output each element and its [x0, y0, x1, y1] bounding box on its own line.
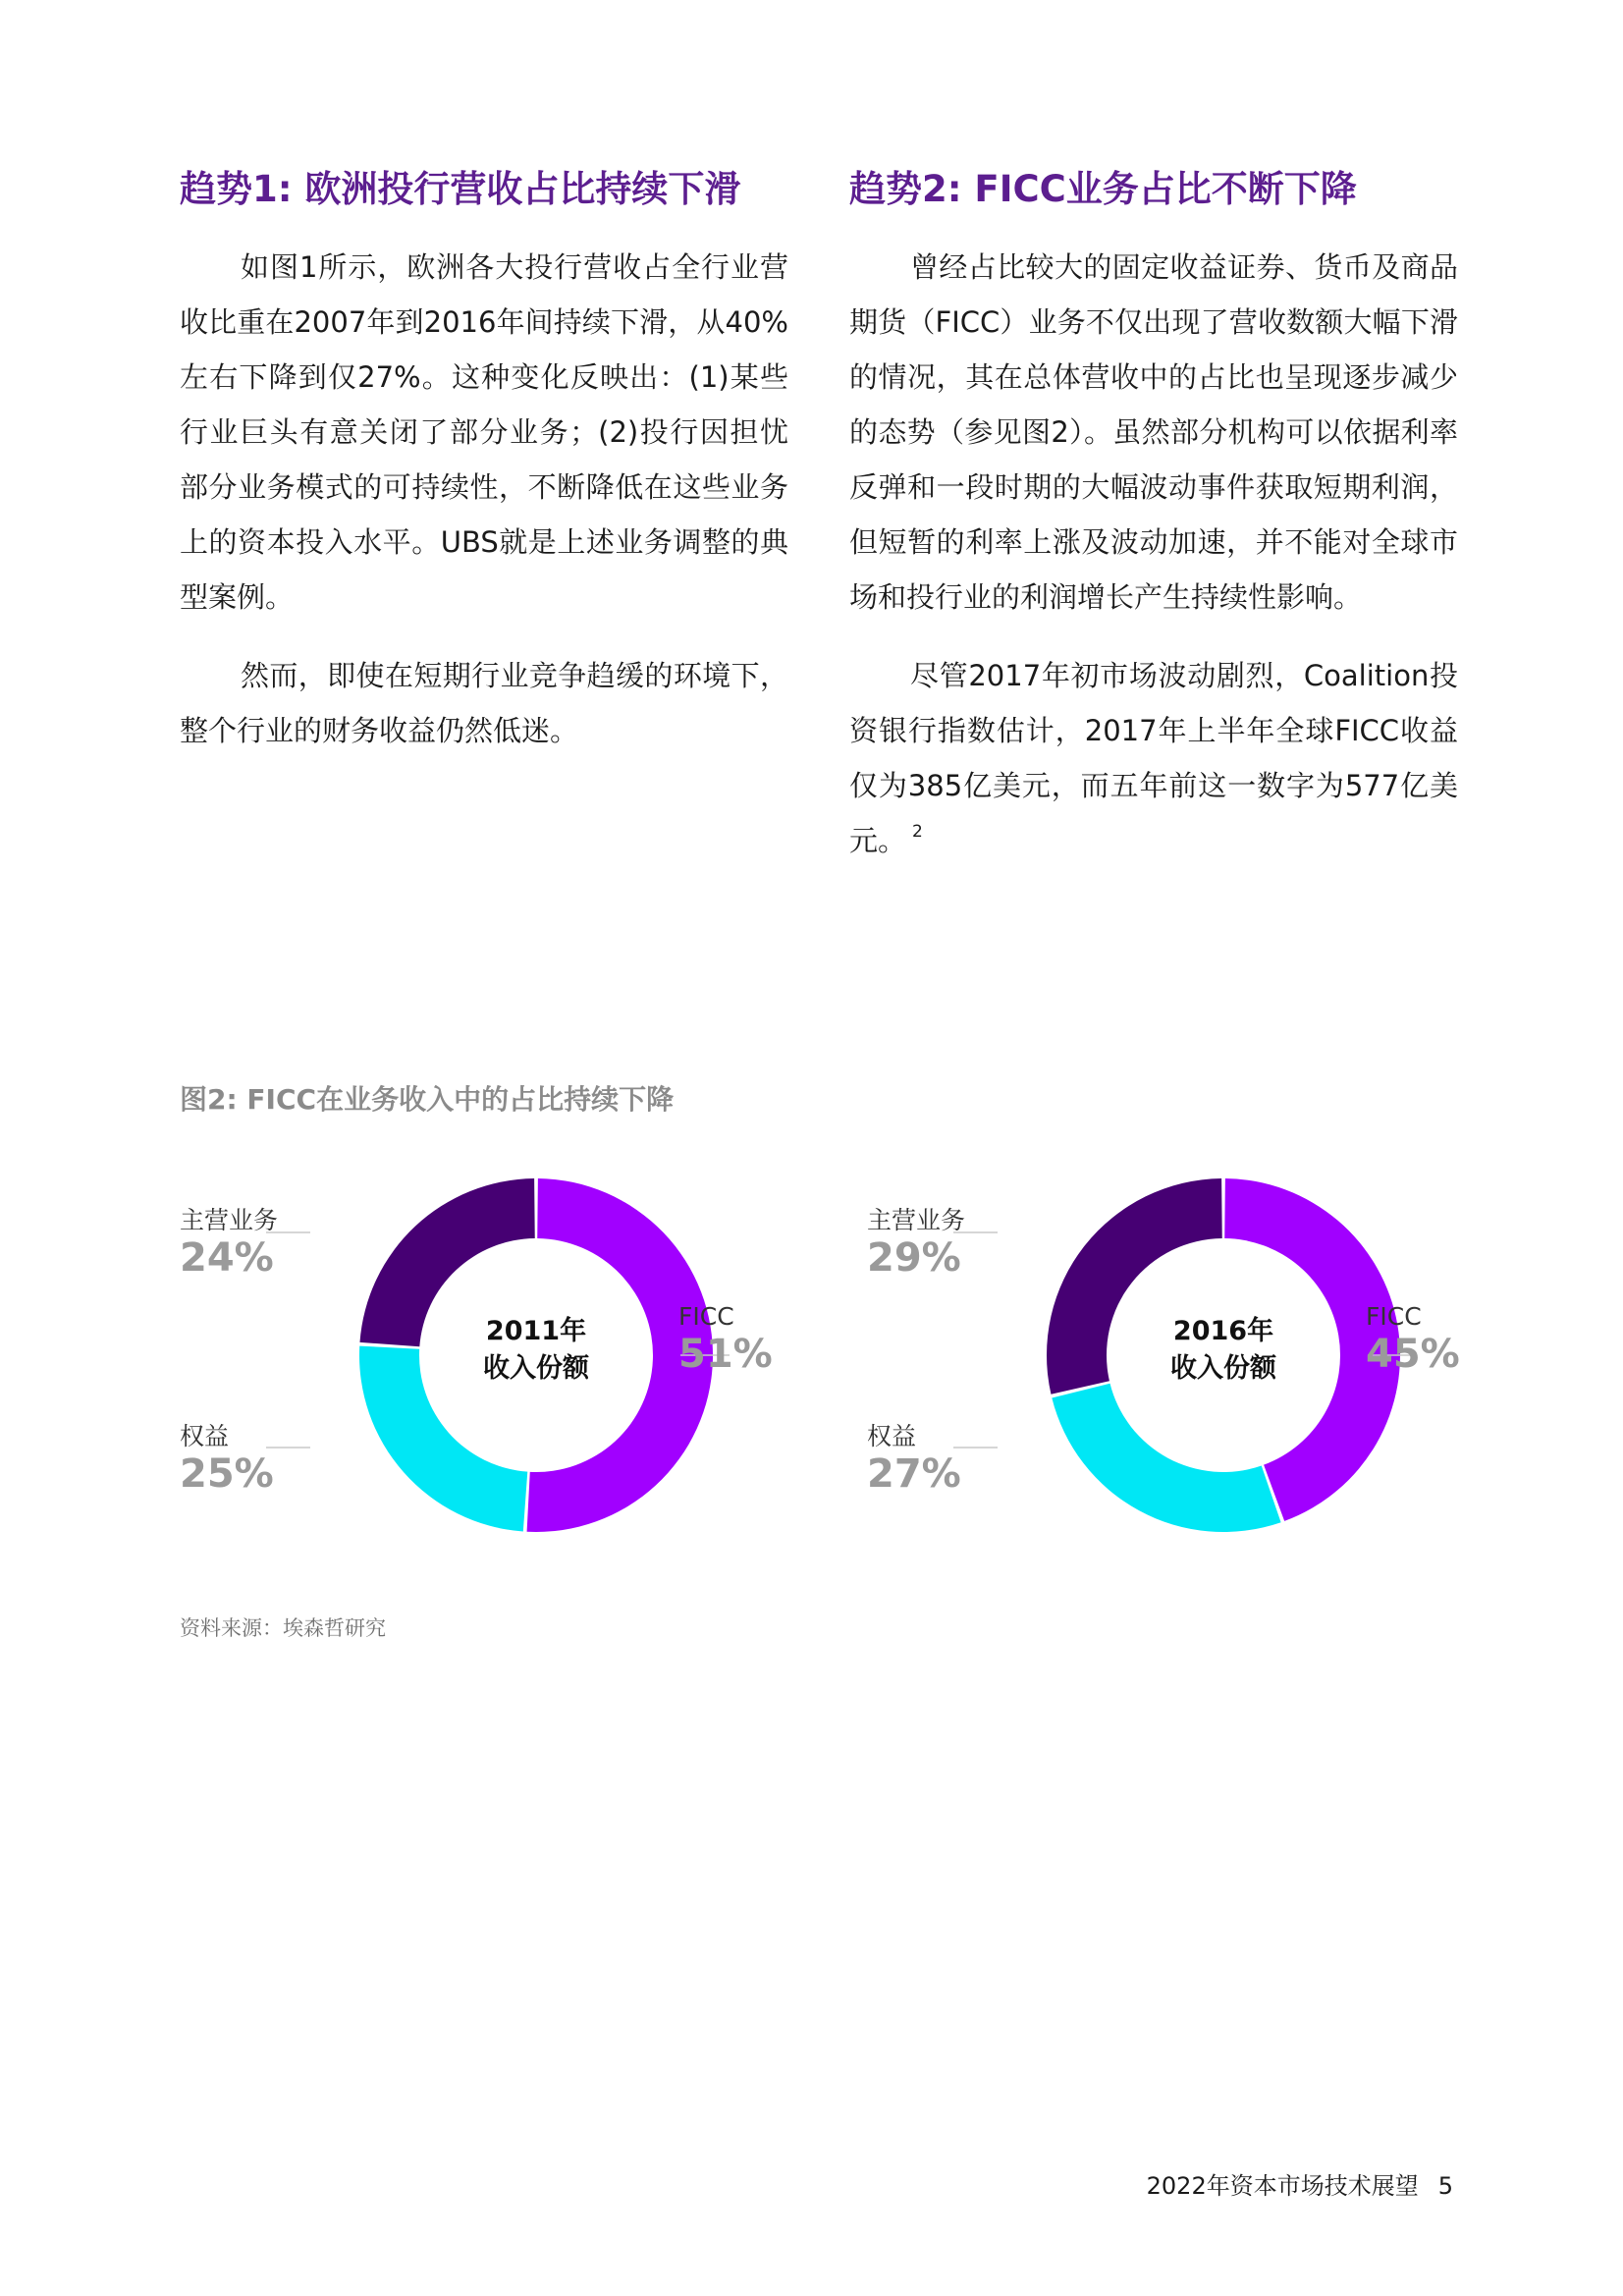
label-ficc-2011	[678, 1302, 773, 1377]
footnote-marker[interactable]: 2	[912, 822, 923, 842]
donut-chart-2011	[180, 1159, 828, 1552]
figure-source: 资料来源：埃森哲研究	[180, 1616, 386, 1640]
center-label-caption: 收入份额	[1170, 1353, 1276, 1384]
right-column	[849, 165, 1458, 892]
trend2-paragraph-2	[849, 648, 1458, 868]
page-number: 5	[1437, 2172, 1453, 2200]
trend2-heading: 趋势2: FICC业务占比不断下降	[849, 168, 1357, 210]
slice-name: 权益	[867, 1422, 917, 1450]
label-main-business-2011	[180, 1206, 278, 1281]
left-column	[180, 165, 788, 782]
trend2-paragraph-1: 曾经占比较大的固定收益证券、货币及商品期货（FICC）业务不仅出现了营收数额大幅下滑的情况，其在总体营收中的占比也呈现逐步减少的态势（参见图2）。虽然部分机构可以依据利率反弹和一段时期的大幅波动事件获取短期利润，但短暂的利率上涨及波动加速，并不能对全球市场和投行业的利润增长产生持续性影响。	[849, 250, 1458, 614]
donut-chart-2016	[867, 1159, 1515, 1552]
trend1-paragraph-2: 然而，即使在短期行业竞争趋缓的环境下，整个行业的财务收益仍然低迷。	[180, 659, 788, 747]
slice-name: FICC	[678, 1302, 734, 1331]
slice-percent: 29%	[867, 1235, 961, 1281]
label-ficc-2016	[1366, 1302, 1460, 1377]
slice-percent: 45%	[1366, 1332, 1460, 1377]
center-label-year: 2011年	[485, 1316, 587, 1346]
center-label-year: 2016年	[1172, 1316, 1274, 1346]
slice-percent: 27%	[867, 1451, 961, 1497]
center-label-caption: 收入份额	[483, 1353, 589, 1384]
slice-name: 主营业务	[867, 1206, 966, 1234]
slice-name: 主营业务	[180, 1206, 279, 1234]
footer-title: 2022年资本市场技术展望	[1146, 2172, 1419, 2200]
center-label-2016	[1145, 1313, 1302, 1388]
trend1-heading: 趋势1: 欧洲投行营收占比持续下滑	[180, 168, 741, 210]
slice-name: 权益	[180, 1422, 230, 1450]
center-label-2011	[458, 1313, 615, 1388]
slice-percent: 51%	[678, 1332, 773, 1377]
trend1-paragraph-1: 如图1所示，欧洲各大投行营收占全行业营收比重在2007年到2016年间持续下滑，从40%左右下降到仅27%。这种变化反映出：(1)某些行业巨头有意关闭了部分业务；(2)投行因担忧部分业务模式的可持续性，不断降低在这些业务上的资本投入水平。UBS就是上述业务调整的典型案例。	[180, 250, 788, 614]
donut-slice-2016-1	[1052, 1384, 1280, 1532]
label-equity-2016	[867, 1422, 961, 1497]
page-footer	[1147, 2166, 1453, 2201]
trend2-paragraph-2-text: 尽管2017年初市场波动剧烈，Coalition投资银行指数估计，2017年上半年全球FICC收益仅为385亿美元，而五年前这一数字为577亿美元。	[849, 659, 1458, 857]
figure-title: 图2: FICC在业务收入中的占比持续下降	[180, 1083, 675, 1116]
label-equity-2011	[180, 1422, 274, 1497]
slice-name: FICC	[1366, 1302, 1422, 1331]
label-main-business-2016	[867, 1206, 965, 1281]
slice-percent: 25%	[180, 1451, 274, 1497]
slice-percent: 24%	[180, 1235, 274, 1281]
